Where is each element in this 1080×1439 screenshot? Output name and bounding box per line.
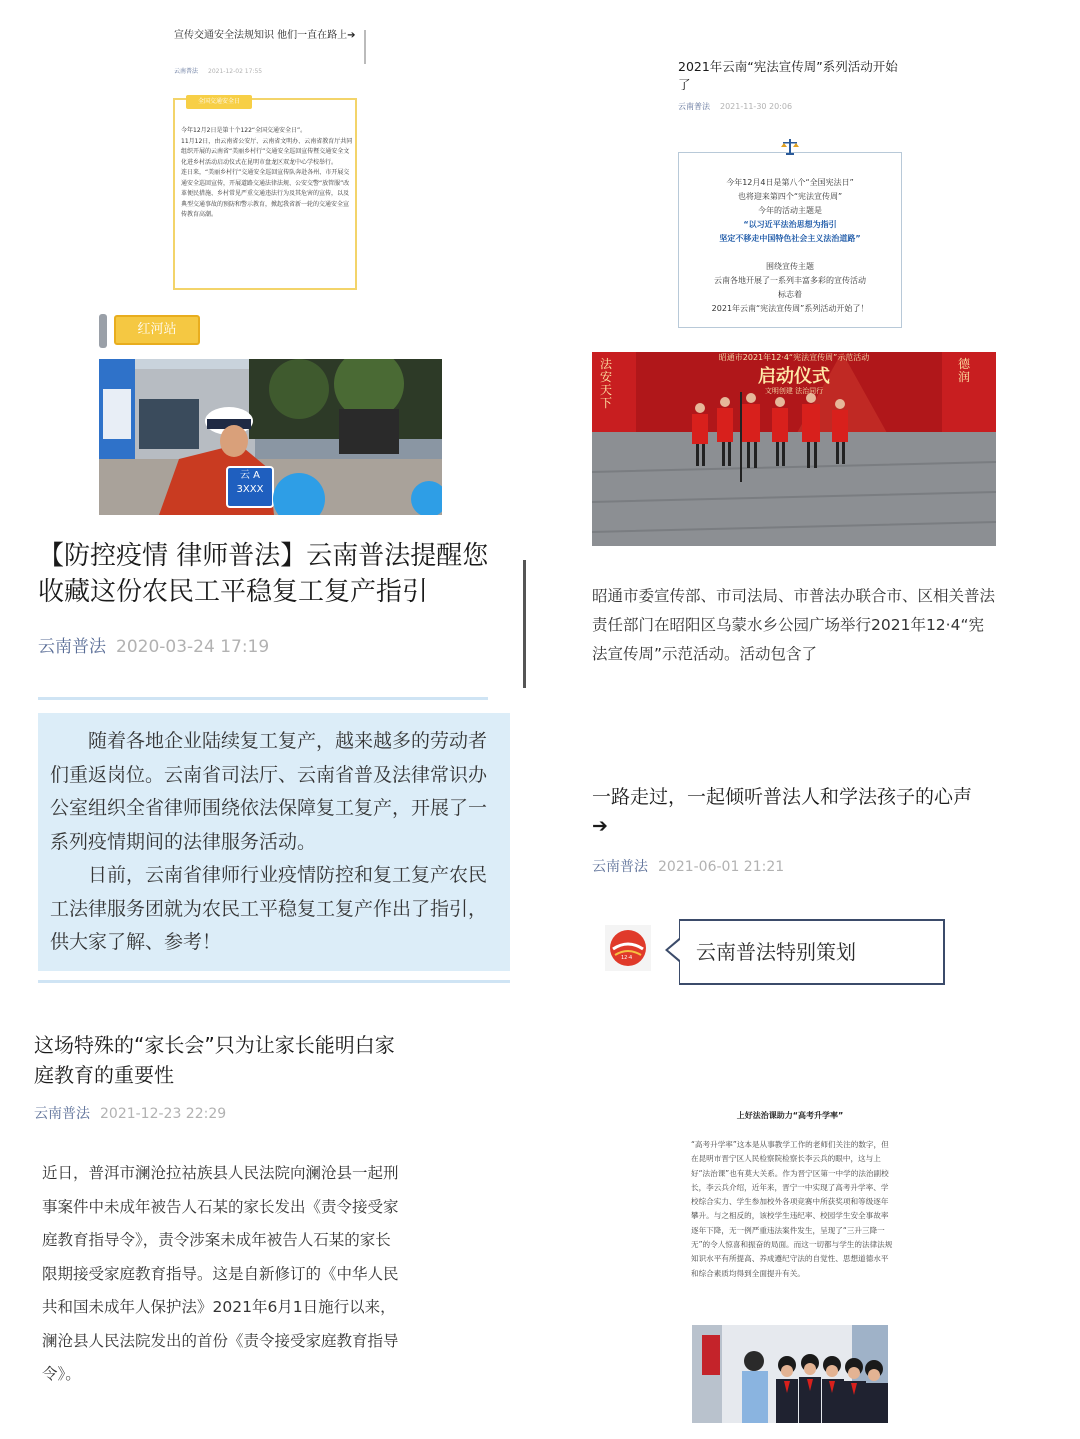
text-line: 围绕宣传主题 (766, 262, 814, 271)
banner-text: 昭通市2021年12·4“宪法宣传周”示范活动 (718, 353, 870, 362)
article-body (592, 582, 998, 669)
article-meta (592, 856, 784, 876)
publish-time: 2021-06-01 21:21 (658, 859, 785, 875)
section-tag: 全国交通安全日 (186, 95, 252, 109)
divider (523, 560, 526, 688)
paragraph: 近日，普洱市澜沧拉祜族县人民法院向澜沧县一起刑事案件中未成年被告人石某的家长发出《责令接受家庭教育指导令》，责令涉案未成年被告人石某的家长限期接受家庭教育指导。这是自新修订的《中华人民共和国未成年人保护法》2021年6月1日施行以来，澜沧县人民法院发出的首份《责令接受家庭教育指导令》。 (42, 1164, 399, 1383)
paragraph: “高考升学率”这本是从事教学工作的老师们关注的数字，但在昆明市晋宁区人民检察院检察长李云兵的眼中，这与上好“法治课”也有莫大关系。作为晋宁区第一中学的法治副校长，李云兵介绍，近年来，晋宁一中实现了高考升学率、学校综合实力、学生参加校外各项竞赛中所获奖项和等级逐年攀升。与之相反的，该校学生违纪率、校园学生安全事故率逐年下降，无一例严重违法案件发生，呈现了“三升三降一无”的令人惊喜和振奋的局面。而这一切都与学生的法律法规知识水平有所提高、养成遵纪守法的自觉性、思想道德水平和综合素质均得到全面提升有关。 (691, 1140, 893, 1278)
text-line: 标志着 (778, 290, 802, 299)
article-title-constitution[interactable]: 2021年云南“宪法宣传周”系列活动开始了 (678, 59, 898, 92)
text-line: 2021年云南“宪法宣传周”系列活动开始了！ (711, 304, 869, 313)
article-title-exam[interactable]: 上好法治课助力“高考升学率” (736, 1111, 844, 1120)
banner-left-text: 法安天下 (600, 357, 613, 410)
theme-line: “以习近平法治思想为指引 (743, 220, 837, 229)
logo-text: 12·4 (621, 955, 633, 961)
divider (38, 980, 510, 983)
text-line: 云南各地开展了一系列丰富多彩的宣传活动 (714, 276, 866, 285)
article-body (181, 126, 353, 221)
article-body (691, 1138, 894, 1281)
banner-sub-text: 文明创建 法治同行 (764, 387, 824, 395)
special-feature-label: 云南普法特别策划 (696, 940, 856, 964)
article-body (42, 1157, 402, 1392)
paragraph: 日前，云南省律师行业疫情防控和复工复产农民工法律服务团就为农民工平稳复工复产作出了指引，供大家了解、参考！ (50, 864, 488, 953)
photo-classroom-illustration (692, 1325, 888, 1423)
article-title-lawyer[interactable]: 【防控疫情 律师普法】云南普法提醒您收藏这份农民工平稳复工复产指引 (38, 541, 489, 607)
publish-time: 2021-12-02 17:55 (208, 68, 263, 75)
plate-text: 云 A 3XXX (236, 470, 264, 495)
text-line: 也将迎来第四个“宪法宣传周” (737, 192, 843, 201)
article-meta (34, 1103, 226, 1123)
article-title-traffic[interactable]: 宣传交通安全法规知识 他们一直在路上➔ (174, 30, 356, 41)
photo-ceremony (592, 352, 996, 546)
article-body (50, 725, 502, 960)
publish-time: 2021-12-23 22:29 (100, 1106, 227, 1122)
photo-classroom (692, 1325, 888, 1423)
source-link[interactable]: 云南普法 (38, 637, 106, 657)
paragraph: 11月12日，由云南省公安厅、云南省文明办、云南省教育厅共同组织开展的云南省“美丽乡村行”交通安全巡回宣传暨交通安全文化进乡村活动启动仪式在昆明市盘龙区双龙中心学校举行。 (181, 137, 353, 166)
station-tag: 红河站 (114, 315, 200, 345)
source-link[interactable]: 云南普法 (592, 859, 648, 875)
publish-time: 2021-11-30 20:06 (720, 102, 793, 111)
logo (605, 925, 651, 971)
text-line: 今年12月4日是第八个“全国宪法日” (726, 178, 854, 187)
publish-time: 2020-03-24 17:19 (116, 637, 270, 657)
tag-bar (99, 314, 107, 348)
banner-main-text: 启动仪式 (758, 366, 830, 387)
theme-line: 坚定不移走中国特色社会主义法治道路” (719, 234, 861, 243)
source-link[interactable]: 云南普法 (678, 102, 710, 111)
divider (364, 30, 366, 64)
article-meta (38, 632, 269, 657)
article-meta (174, 66, 262, 75)
paragraph: 随着各地企业陆续复工复产，越来越多的劳动者们重返岗位。云南省司法厅、云南省普及法律常识办公室组织全省律师围绕依法保障复工复产，开展了一系列疫情期间的法律服务活动。 (50, 730, 488, 853)
yunnan-pufa-logo-icon (605, 925, 651, 971)
article-title-parents[interactable]: 这场特殊的“家长会”只为让家长能明白家庭教育的重要性 (34, 1033, 395, 1087)
text-line: 今年的活动主题是 (758, 206, 822, 215)
article-title-walkthrough[interactable]: 一路走过，一起倾听普法人和学法孩子的心声➔ (592, 786, 973, 837)
divider (38, 697, 488, 700)
source-link[interactable]: 云南普法 (34, 1106, 90, 1122)
paragraph: 昭通市委宣传部、市司法局、市普法办联合市、区相关普法责任部门在昭阳区乌蒙水乡公园广场举行2021年12·4“宪法宣传周”示范活动。活动包含了 (592, 587, 996, 663)
photo-traffic-police (99, 359, 442, 515)
paragraph: 今年12月2日是第十个122“全国交通安全日”。 (181, 127, 307, 134)
article-meta (678, 101, 792, 112)
article-body (682, 176, 898, 316)
paragraph: 连日来，“美丽乡村行”交通安全巡回宣传队奔赴各州、市开展交通安全巡回宣传，开展道路交通法律法规、公安交警“放管服”改革便民措施、乡村常见严重交通违法行为及其危害的宣传，以及典型交通事故的预防和警示教育，掀起我省新一轮的交通安全宣传教育高潮。 (181, 169, 350, 218)
scales-icon (780, 138, 800, 156)
tag-pointer-inner (668, 940, 680, 960)
source-link[interactable]: 云南普法 (174, 68, 199, 75)
banner-right-text: 德润 (958, 357, 971, 384)
